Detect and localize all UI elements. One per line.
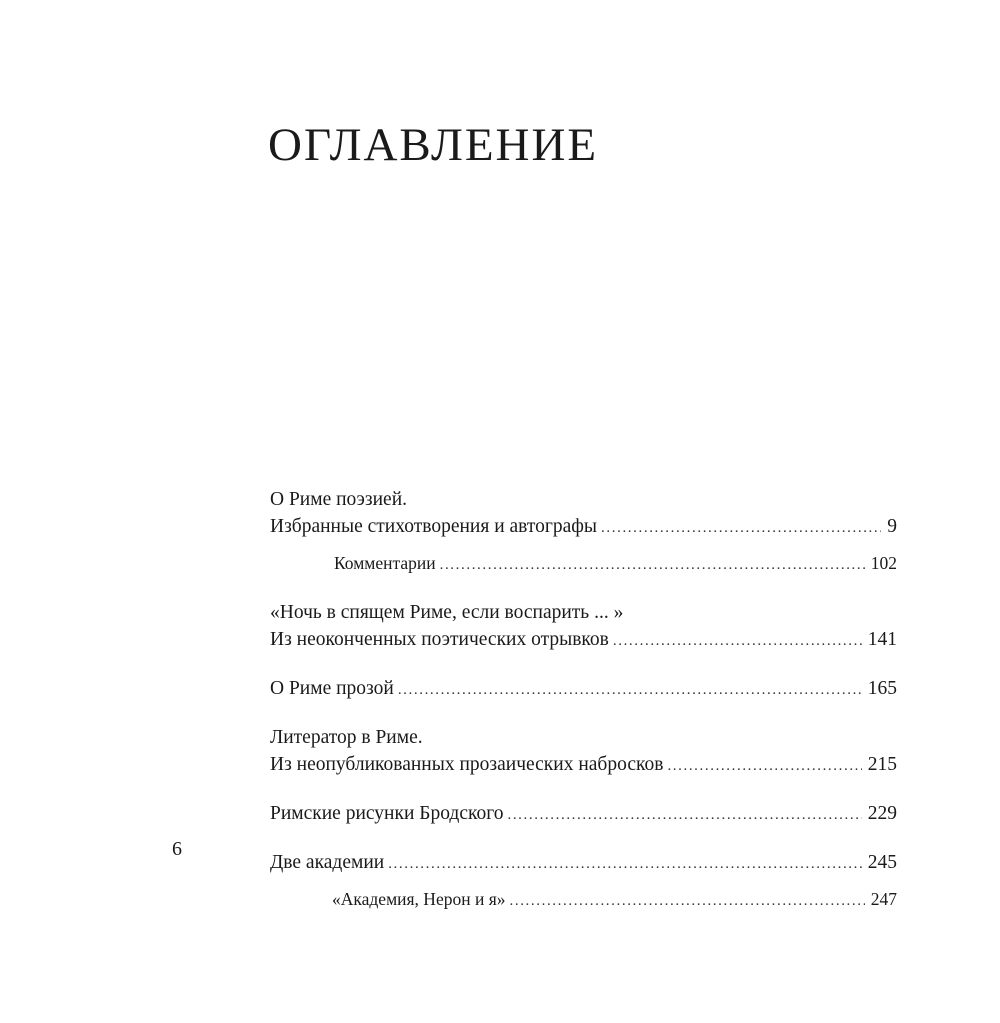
toc-entry-title-line — [270, 486, 897, 513]
dot-leader — [388, 851, 862, 878]
toc-entry-label: Из неоконченных поэтических отрывков — [270, 629, 609, 650]
toc-entry-label: Избранные стихотворения и автографы — [270, 516, 598, 537]
toc-entry-label: Из неопубликованных прозаических набросков — [270, 754, 664, 775]
table-of-contents — [270, 486, 897, 935]
page-number: 9 — [887, 516, 897, 537]
toc-entry-literator — [270, 724, 897, 780]
folio-page-number: 6 — [172, 838, 182, 860]
toc-entry-drawings — [270, 800, 897, 829]
toc-entry-label: О Риме прозой — [270, 678, 394, 699]
toc-entry-poetry — [270, 486, 897, 542]
dot-leader — [440, 552, 865, 579]
toc-entry-night — [270, 599, 897, 655]
toc-subentry-line[interactable] — [270, 550, 897, 579]
toc-entry-title-line — [270, 599, 897, 626]
dot-leader — [398, 677, 862, 704]
page-number: 245 — [867, 852, 897, 873]
toc-entry-label: Римские рисунки Бродского — [270, 803, 504, 824]
page-title: ОГЛАВЛЕНИЕ — [268, 119, 599, 171]
toc-subentry-line[interactable] — [270, 886, 897, 915]
page-number: 165 — [867, 678, 897, 699]
toc-entry-title: Литератор в Риме. — [270, 727, 423, 748]
dot-leader — [507, 802, 861, 829]
toc-subentry-academy-nero — [270, 886, 897, 915]
toc-entry-prose — [270, 675, 897, 704]
toc-entry-label: Две академии — [270, 852, 385, 873]
toc-subentry-label: Комментарии — [334, 553, 436, 573]
page-number: 247 — [870, 889, 897, 909]
dot-leader — [510, 888, 865, 915]
toc-subentry-comments — [270, 550, 897, 579]
toc-entry-academies — [270, 849, 897, 878]
toc-entry-line[interactable] — [270, 626, 897, 655]
page-number: 215 — [867, 754, 897, 775]
page-number: 141 — [867, 629, 897, 650]
toc-entry-line[interactable] — [270, 675, 897, 704]
toc-subentry-label: «Академия, Нерон и я» — [332, 889, 506, 909]
toc-entry-title: «Ночь в спящем Риме, если воспарить ... » — [270, 602, 624, 623]
toc-entry-line[interactable] — [270, 751, 897, 780]
dot-leader — [601, 515, 881, 542]
toc-entry-line[interactable] — [270, 849, 897, 878]
dot-leader — [613, 628, 862, 655]
toc-entry-line[interactable] — [270, 513, 897, 542]
page-number: 102 — [870, 553, 897, 573]
page-number: 229 — [867, 803, 897, 824]
toc-entry-line[interactable] — [270, 800, 897, 829]
toc-entry-title-line — [270, 724, 897, 751]
dot-leader — [667, 753, 861, 780]
toc-entry-title: О Риме поэзией. — [270, 489, 408, 510]
